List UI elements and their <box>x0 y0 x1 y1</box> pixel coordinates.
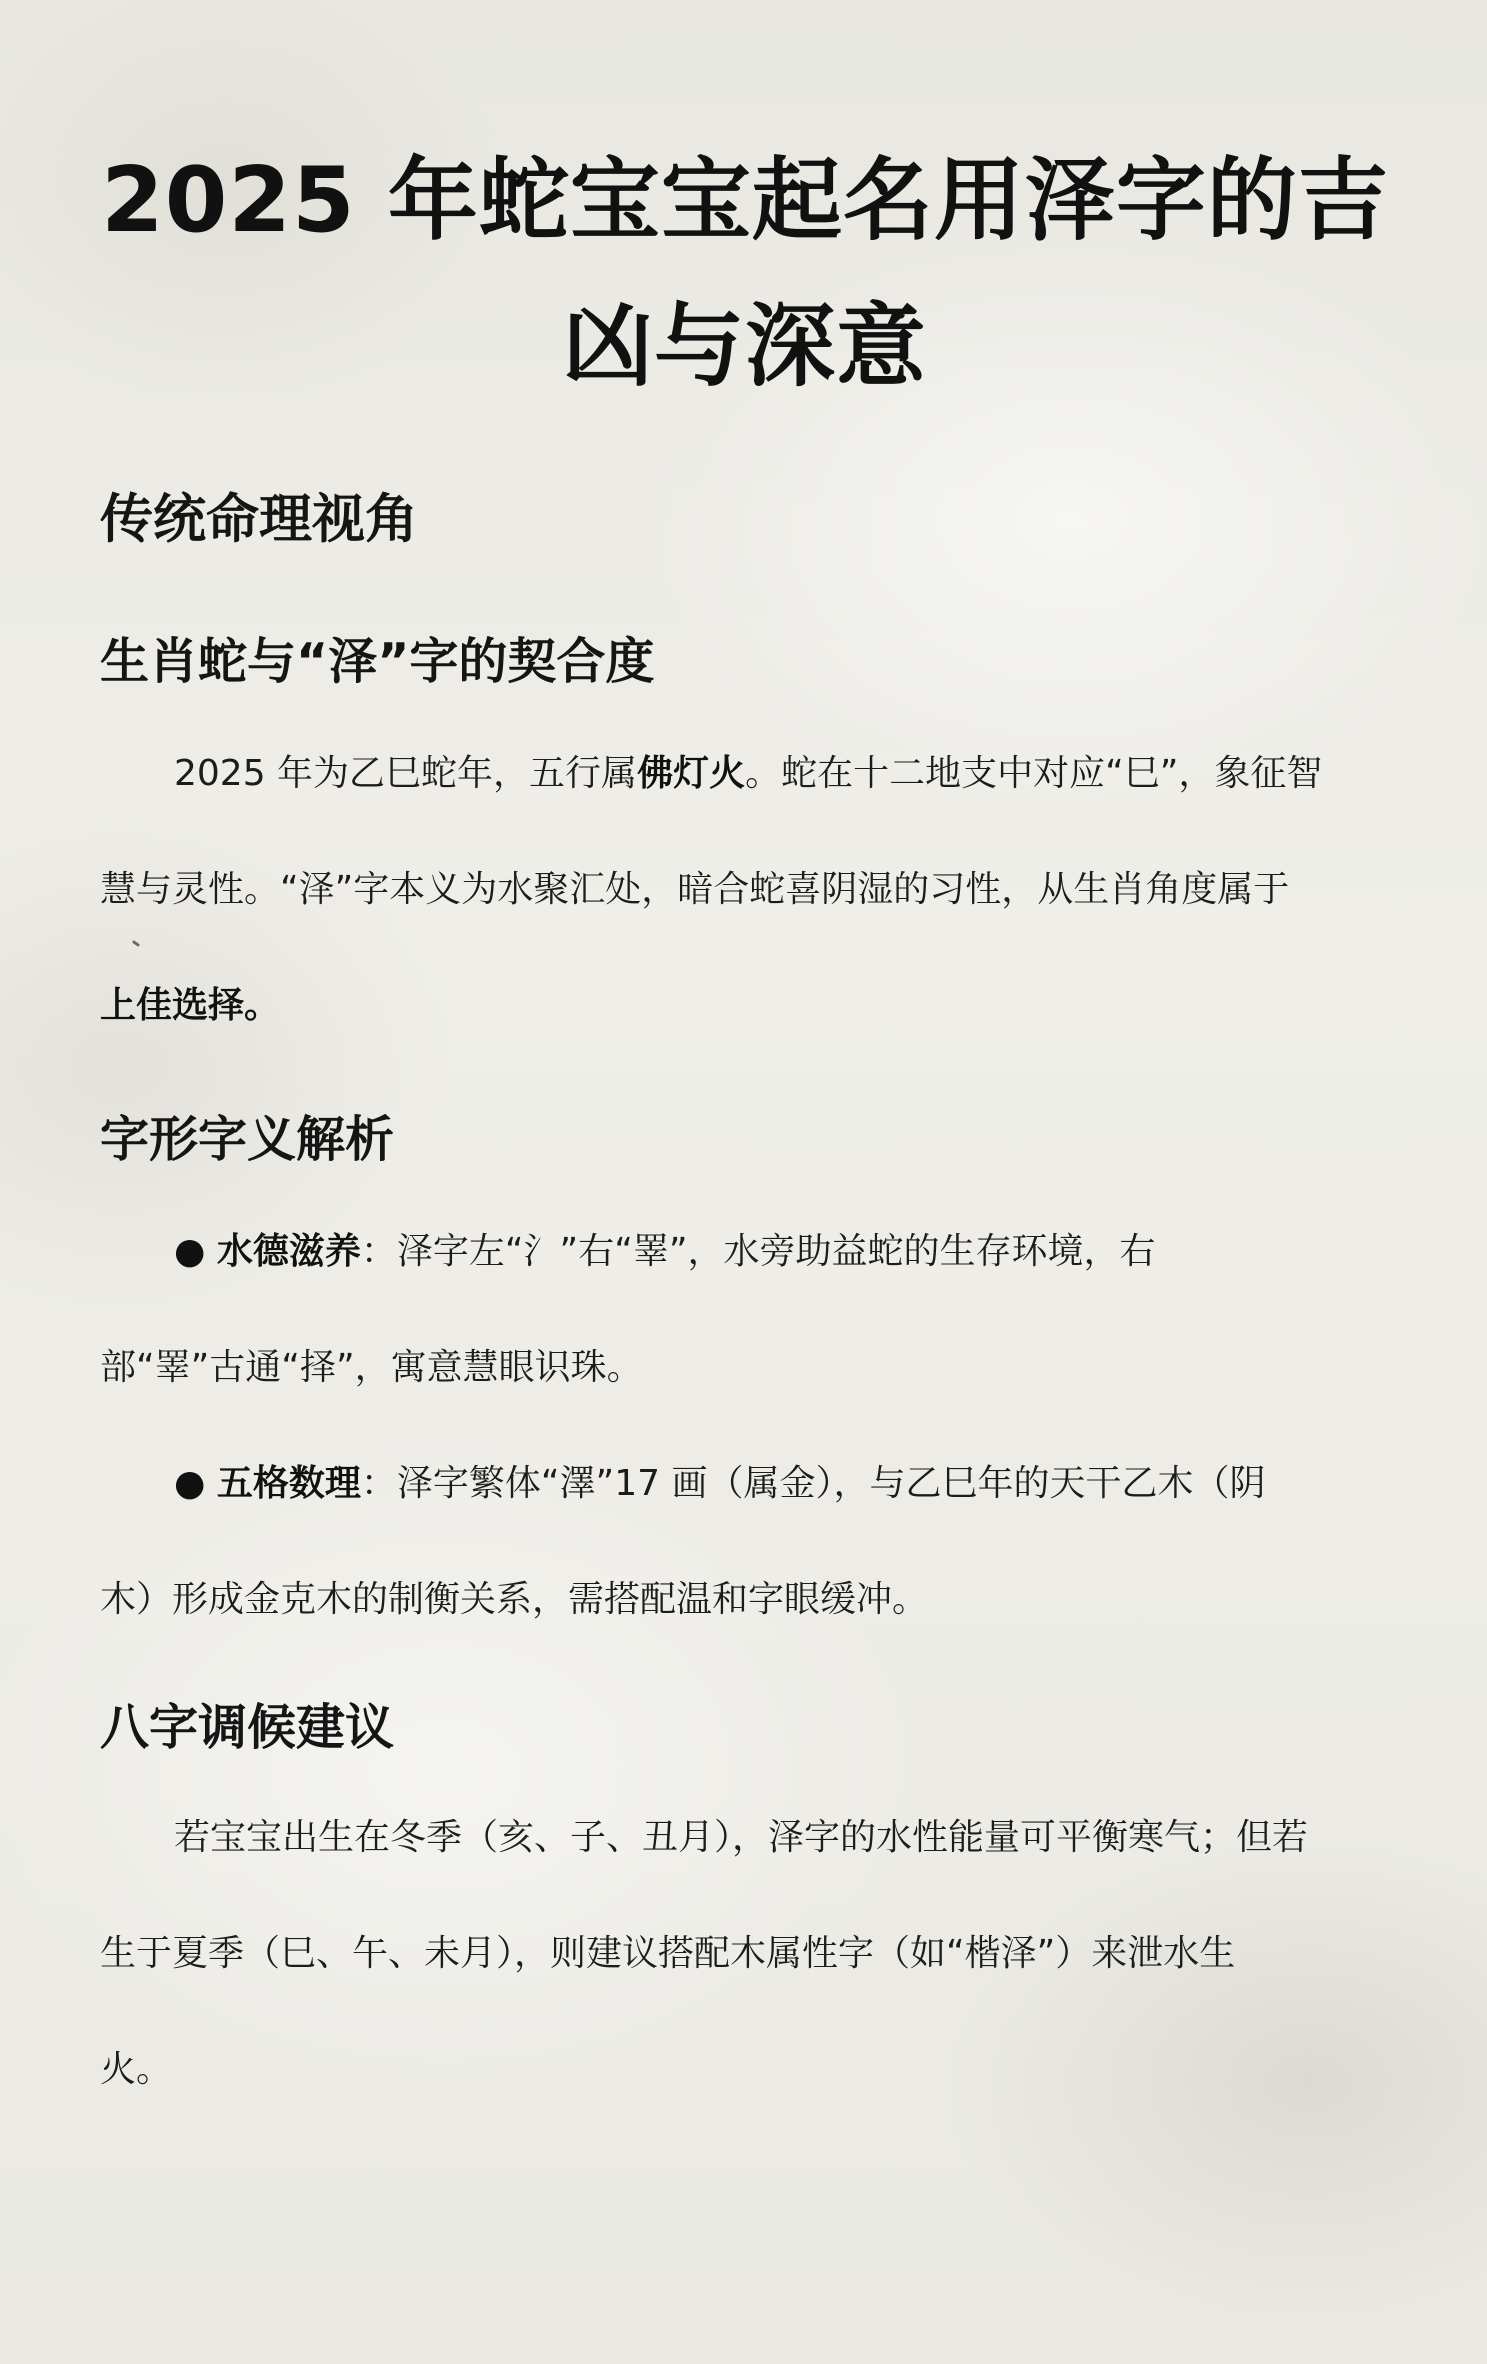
bullet-dot-icon: ● <box>174 1231 206 1272</box>
subheading-glyph: 字形字义解析 <box>100 1111 395 1168</box>
bullet-dot-icon: ● <box>174 1463 206 1504</box>
zodiac-text-c: 。蛇在十二地支中对应“巳”，象征智 <box>745 753 1323 794</box>
bullet-text-strokes-cont: 木）形成金克木的制衡关系，需搭配温和字眼缓冲。 <box>100 1579 929 1620</box>
article-title-line-1: 2025 年蛇宝宝起名用泽字的吉 <box>101 148 1389 253</box>
bullet-item-water <box>100 1194 1390 1310</box>
paragraph-zodiac-line-2: 慧与灵性。“泽”字本义为水聚汇处，暗合蛇喜阴湿的习性，从生肖角度属于 <box>100 869 1290 910</box>
bullet-label-water: 水德滋养 <box>216 1231 361 1272</box>
glyph-bullet-list <box>100 1194 1390 1658</box>
zodiac-text-bold: 佛灯火 <box>637 753 746 794</box>
paragraph-bazi-line-2: 生于夏季（巳、午、未月），则建议搭配木属性字（如“楷泽”）来泄水生 <box>100 1933 1236 1974</box>
article-title-line-2: 凶与深意 <box>563 294 927 399</box>
paragraph-zodiac-line-3: 上佳选择。 <box>100 985 281 1026</box>
bullet-text-water-cont: 部“睪”古通“择”，寓意慧眼识珠。 <box>100 1347 643 1388</box>
zodiac-text-a: 2025 年为乙巳蛇年，五行属 <box>174 753 638 794</box>
bullet-text-water: ：泽字左“氵”右“睪”，水旁助益蛇的生存环境，右 <box>360 1231 1156 1272</box>
bullet-label-strokes: 五格数理 <box>216 1463 361 1504</box>
paragraph-zodiac-line-1 <box>100 716 1390 832</box>
bullet-item-strokes <box>100 1426 1390 1542</box>
paragraph-bazi-line-1: 若宝宝出生在冬季（亥、子、丑月），泽字的水性能量可平衡寒气；但若 <box>174 1817 1309 1858</box>
article-title <box>95 128 1395 420</box>
subheading-zodiac: 生肖蛇与“泽”字的契合度 <box>100 633 655 690</box>
paragraph-zodiac <box>100 716 1390 1064</box>
paragraph-bazi-line-3: 火。 <box>100 2049 173 2090</box>
subheading-bazi: 八字调候建议 <box>100 1699 395 1756</box>
bullet-text-strokes: ：泽字繁体“澤”17 画（属金），与乙巳年的天干乙木（阴 <box>360 1463 1266 1504</box>
paragraph-bazi <box>100 1780 1390 2128</box>
section-heading-traditional: 传统命理视角 <box>100 489 418 550</box>
